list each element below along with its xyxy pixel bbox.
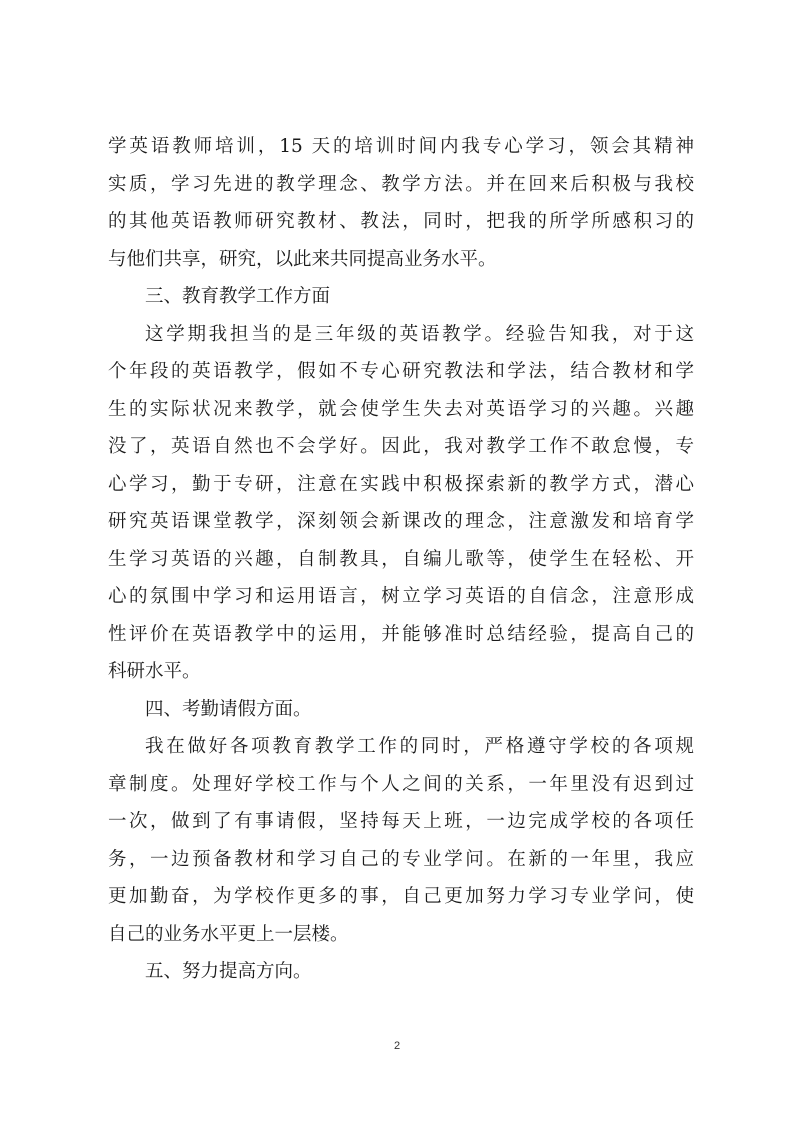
text-line: 更加勤奋，为学校作更多的事，自己更加努力学习专业学问，使 bbox=[108, 886, 694, 907]
text-line: 章制度。处理好学校工作与个人之间的关系，一年里没有迟到过 bbox=[108, 773, 694, 795]
text-line: 个年段的英语教学，假如不专心研究教法和学法，结合教材和学 bbox=[108, 361, 694, 382]
text-line: 学英语教师培训，15 天的培训时间内我专心学习，领会其精神 bbox=[108, 136, 694, 157]
text-line: 心学习，勤于专研，注意在实践中积极探索新的教学方式，潜心 bbox=[108, 473, 694, 495]
text-line: 心的氛围中学习和运用语言，树立学习英语的自信念，注意形成 bbox=[108, 586, 694, 607]
text-line: 生学习英语的兴趣，自制教具，自编儿歌等，使学生在轻松、开 bbox=[108, 548, 694, 570]
text-line: 的其他英语教师研究教材、教法，同时，把我的所学所感积习的 bbox=[108, 211, 694, 232]
text-line: 没了，英语自然也不会学好。因此，我对教学工作不敢怠慢，专 bbox=[108, 436, 694, 457]
text-line: 四、考勤请假方面。 bbox=[145, 698, 312, 720]
text-line: 五、努力提高方向。 bbox=[145, 961, 312, 982]
text-line: 我在做好各项教育教学工作的同时，严格遵守学校的各项规 bbox=[145, 736, 694, 757]
text-line: 自己的业务水平更上一层楼。 bbox=[108, 923, 349, 945]
document-body bbox=[108, 128, 694, 991]
text-line: 务，一边预备教材和学习自己的专业学问。在新的一年里，我应 bbox=[108, 848, 694, 870]
text-line: 这学期我担当的是三年级的英语教学。经验告知我，对于这 bbox=[145, 323, 694, 345]
text-line: 科研水平。 bbox=[108, 661, 201, 682]
text-line: 研究英语课堂教学，深刻领会新课改的理念，注意激发和培育学 bbox=[108, 511, 694, 532]
text-line: 与他们共享，研究，以此来共同提高业务水平。 bbox=[108, 248, 497, 270]
text-line: 三、教育教学工作方面 bbox=[145, 286, 331, 307]
text-line: 性评价在英语教学中的运用，并能够准时总结经验，提高自己的 bbox=[108, 623, 694, 645]
page-number: 2 bbox=[393, 1040, 401, 1052]
text-line: 实质，学习先进的教学理念、教学方法。并在回来后积极与我校 bbox=[108, 173, 694, 195]
text-line: 一次，做到了有事请假，坚持每天上班，一边完成学校的各项任 bbox=[108, 811, 694, 832]
text-line: 生的实际状况来教学，就会使学生失去对英语学习的兴趣。兴趣 bbox=[108, 398, 694, 420]
